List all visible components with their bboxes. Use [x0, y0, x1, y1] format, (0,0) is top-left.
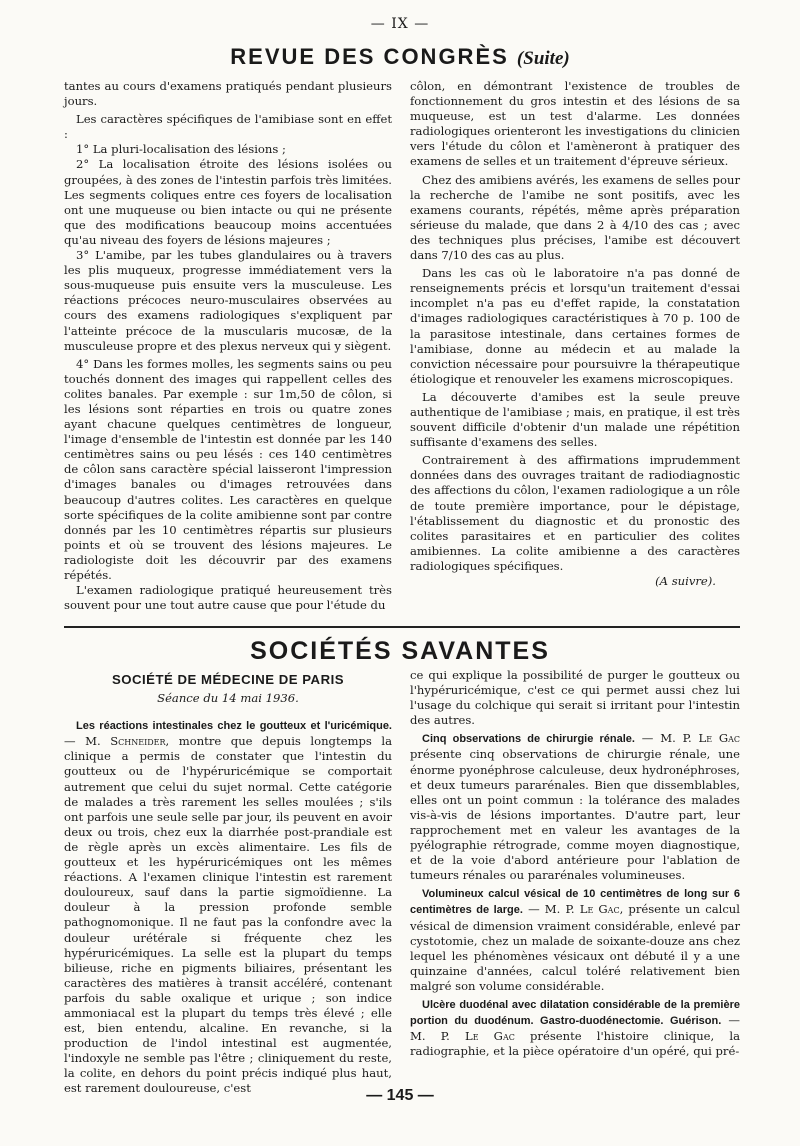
- paragraph: L'examen radiologique pratiqué heureusement très souvent pour une tout autre cause que pour l'étude du: [64, 583, 392, 613]
- session-date: Séance du 14 mai 1936.: [157, 691, 299, 706]
- paragraph: Chez des amibiens avérés, les examens de selles pour la recherche de l'amibe ne sont positifs, avec les examens courants, répétés, même après préparation sérieuse du malade, que dans 2 à 4/10 des cas ; avec des techniques plus précises, l'amibe est découvert dans 7/10 des cas au plus.: [410, 172, 740, 263]
- paragraph: 4° Dans les formes molles, les segments sains ou peu touchés donnent des images qui rappellent celles des colites banales. Par exemple : sur 1m,50 de côlon, si les lésions sont réparties en trois ou quatre zones ayant chacune quelques centimètres de longueur, l'image d'ensemble de l'intestin est donnée par les 140 centimètres sains ou peu lésés : ces 140 centimètres de côlon sans caractère spécial laisseront l'impression d'images banales ou d'images retrouvées dans beaucoup d'autres colites. Les caractères en quelque sorte spécifiques de la colite amibienne sont par contre donnés par les 10 centimètres répartis sur plusieurs points et où se trouvent des lésions majeures. Le radiologiste doit les découvrir par des examens répétés.: [64, 356, 392, 582]
- article-3-heading: Volumineux calcul vésical de 10 centimètres de long sur 6 centimètres de large.: [410, 888, 740, 917]
- article-1-author: M. Schneider: [85, 734, 166, 749]
- article-2-author: M. P. Le Gac: [660, 731, 741, 746]
- paragraph: côlon, en démontrant l'existence de troubles de fonctionnement du gros intestin et des lésions de sa muqueuse, est un test d'alarme. Les données radiologiques orienteront les investigations du clinicien vers l'étude du côlon et l'amèneront à pratiquer des examens de selles et un traitement d'épreuve sérieux.: [410, 79, 740, 169]
- article-4-text: présente l'histoire clinique, la radiographie, et la pièce opératoire d'un opéré, qui pré-: [410, 1029, 740, 1059]
- section-title-suffix: (Suite): [516, 48, 570, 69]
- societes-right-column: [410, 668, 740, 1059]
- article-3: Volumineux calcul vésical de 10 centimètres de long sur 6 centimètres de large. — M. P. Le Gac, présente un calcul vésical de dimension vraiment considérable, enlevé par cystotomie, chez un malade de soixante-douze ans chez lequel les phénomènes vésicaux ont débuté il y a une quinzaine d'années, calcul toléré relativement bien malgré son volume considérable.: [410, 888, 740, 993]
- article-2: Cinq observations de chirurgie rénale. — M. P. Le Gac présente cinq observations de chirurgie rénale, une énorme pyonéphrose calculeuse, deux hydronéphroses, et deux tumeurs pararénales. Bien que dissemblables, elles ont un point commun : la tolérance des malades vis-à-vis de lésions importantes. D'autre part, leur rapprochement met en valeur les avantages de la pyélographie rétrograde, comme moyen diagnostique, et de la voie d'abord antérieure pour l'ablation de tumeurs rénales ou pararénales volumineuses.: [410, 731, 741, 883]
- section-title-text: REVUE DES CONGRÈS: [230, 44, 509, 69]
- article-1: Les réactions intestinales chez le goutteux et l'uricémique. — M. Schneider, montre que depuis longtemps la clinique a permis de constater que l'intestin du goutteux ou de l'hypéruricémique se comportait autrement que celui du sujet normal. Cette catégorie de malades a très rarement les selles moulées ; s'ils ont parfois une seule selle par jour, ils peuvent en avoir deux ou trois, chez eux la diarrhée post-prandiale est de règle après un excès alimentaire. Les fils de goutteux et les hypéruricémiques ont les mêmes réactions. A l'examen clinique l'intestin est rarement douloureux, sauf dans la partie sigmoïdienne. La douleur à la pression profonde semble pathognomonique. Il ne faut pas la confondre avec la douleur urétérale si fréquente chez les hypéruricémiques. La selle est la plupart du temps bilieuse, riche en pigments biliaires, présentant les caractères des matières à transit accéléré, contenant parfois du sable oxalique et urique ; son indice ammoniacal est la plupart du temps très élevé ; elle est, bien entendu, alcaline. En revanche, si la production de l'indol intestinal est augmentée, l'indoxyle ne semble pas l'être ; cliniquement du reste, la colite, en dehors du point précis indiqué plus haut, est rarement douloureuse, c'est: [64, 720, 393, 1096]
- revue-right-column: [410, 79, 740, 589]
- article-2-heading: Cinq observations de chirurgie rénale.: [422, 733, 635, 746]
- society-name: SOCIÉTÉ DE MÉDECINE DE PARIS: [111, 672, 345, 687]
- article-1-heading: Les réactions intestinales chez le goutteux et l'uricémique.: [76, 720, 392, 733]
- paragraph: 2° La localisation étroite des lésions isolées ou groupées, à des zones de l'intestin parfois très limitées. Les segments coliques entre ces foyers de localisation ont une muqueuse ou bien intacte ou qui ne présente que des modifications beaucoup moins accentuées qu'au niveau des foyers de lésions majeures ;: [64, 157, 392, 247]
- paragraph: Les caractères spécifiques de l'amibiase sont en effet :: [64, 112, 392, 142]
- article-1-text: , montre que depuis longtemps la clinique a permis de constater que l'intestin du goutteux ou de l'hypéruricémique se comportait autrement que celui du sujet normal. Cette catégorie de malades a très rarement les selles moulées ; s'ils ont parfois une seule selle par jour, ils peuvent en avoir deux ou trois, chez eux la diarrhée post-prandiale est de règle après un excès alimentaire. Les fils de goutteux et les hypéruricémiques ont les mêmes réactions. A l'examen clinique l'intestin est rarement douloureux, sauf dans la partie sigmoïdienne. La douleur à la pression profonde semble pathognomonique. Il ne faut pas la confondre avec la douleur urétérale si fréquente chez les hypéruricémiques. La selle est la plupart du temps bilieuse, riche en pigments biliaires, présentant les caractères des matières à transit accéléré, contenant parfois du sable oxalique et urique ; son indice ammoniacal est la plupart du temps très élevé ; elle est, bien entendu, alcaline. En revanche, si la production de l'indol intestinal est augmentée, l'indoxyle ne semble pas l'être ; cliniquement du reste, la colite, en dehors du point précis indiqué plus haut, est rarement douloureuse, c'est: [64, 734, 393, 1096]
- article-3-text: , présente un calcul vésical de dimension vraiment considérable, enlevé par cystotomie, chez un malade de soixante-douze ans chez lequel les phénomènes vésicaux ont débuté il y a une quinzaine d'années, calcul toléré relativement bien malgré son volume considérable.: [410, 902, 740, 993]
- section-title-societes: SOCIÉTÉS SAVANTES: [250, 637, 550, 665]
- paragraph: Dans les cas où le laboratoire n'a pas donné de renseignements précis et lorsqu'un traitement d'essai incomplet n'a pas eu d'effet rapide, la constatation d'images radiologiques caractéristiques à 70 p. 100 de la parasitose intestinale, dans certaines formes de l'amibiase, donne au médecin et au malade la conviction nécessaire pour poursuivre la thérapeutique étiologique et renouveler les examens microscopiques.: [410, 266, 740, 386]
- page-roman-numeral: — IX —: [370, 16, 430, 32]
- article-4-heading: Ulcère duodénal avec dilatation considérable de la première portion du duodénum. Gastro-duodénectomie. Guérison.: [410, 998, 740, 1028]
- article-4: Ulcère duodénal avec dilatation considérable de la première portion du duodénum. Gastro-duodénectomie. Guérison. — M. P. Le Gac présente l'histoire clinique, la radiographie, et la pièce opératoire d'un opéré, qui pré-: [410, 998, 740, 1059]
- revue-left-column: [64, 79, 392, 613]
- paragraph: tantes au cours d'examens pratiqués pendant plusieurs jours.: [64, 79, 392, 109]
- section-title-revue: [0, 44, 800, 70]
- to-be-continued: (A suivre).: [655, 574, 716, 588]
- paragraph: Contrairement à des affirmations imprudemment données dans des ouvrages traitant de radiodiagnostic des affections du côlon, l'examen radiologique a un rôle de toute première importance, pour le dépistage, l'établissement du diagnostic et du pronostic des colites parasitaires et en particulier des colites amibiennes. La colite amibienne a des caractères radiologiques spécifiques.: [410, 453, 740, 573]
- page-number: — 145 —: [366, 1087, 434, 1104]
- paragraph: La découverte d'amibes est la seule preuve authentique de l'amibiase ; mais, en pratique, il est très souvent difficile d'obtenir d'un malade une répétition suffisante d'examens des selles.: [410, 389, 740, 450]
- section-divider: [64, 626, 740, 628]
- article-1-continued: ce qui explique la possibilité de purger le goutteux ou l'hypéruricémique, c'est ce qui permet aussi chez lui l'usage du colchique qui serait si irritant pour l'intestin des autres.: [410, 668, 740, 728]
- paragraph: 3° L'amibe, par les tubes glandulaires ou à travers les plis muqueux, progresse immédiatement vers la sous-muqueuse puis ensuite vers la musculeuse. Les réactions précoces neuro-musculaires observées au cours des examens radiologiques s'expliquent par l'atteinte précoce de la muscularis mucosæ, de la musculeuse propre et des plexus nerveux qui y siègent.: [64, 248, 392, 353]
- article-4-author: M. P. Le Gac: [410, 1029, 515, 1044]
- article-2-text: présente cinq observations de chirurgie rénale, une énorme pyonéphrose calculeuse, deux hydronéphroses, et deux tumeurs pararénales. Bien que dissemblables, elles ont un point commun : la tolérance des malades vis-à-vis de lésions importantes. D'autre part, leur rapprochement met en valeur les avantages de la pyélographie rétrograde, comme moyen diagnostique, et de la voie d'abord antérieure pour l'ablation de tumeurs rénales ou pararénales volumineuses.: [410, 747, 740, 883]
- article-3-author: M. P. Le Gac: [544, 902, 620, 917]
- societes-left-column: [64, 672, 392, 1097]
- paragraph: 1° La pluri-localisation des lésions ;: [76, 142, 286, 157]
